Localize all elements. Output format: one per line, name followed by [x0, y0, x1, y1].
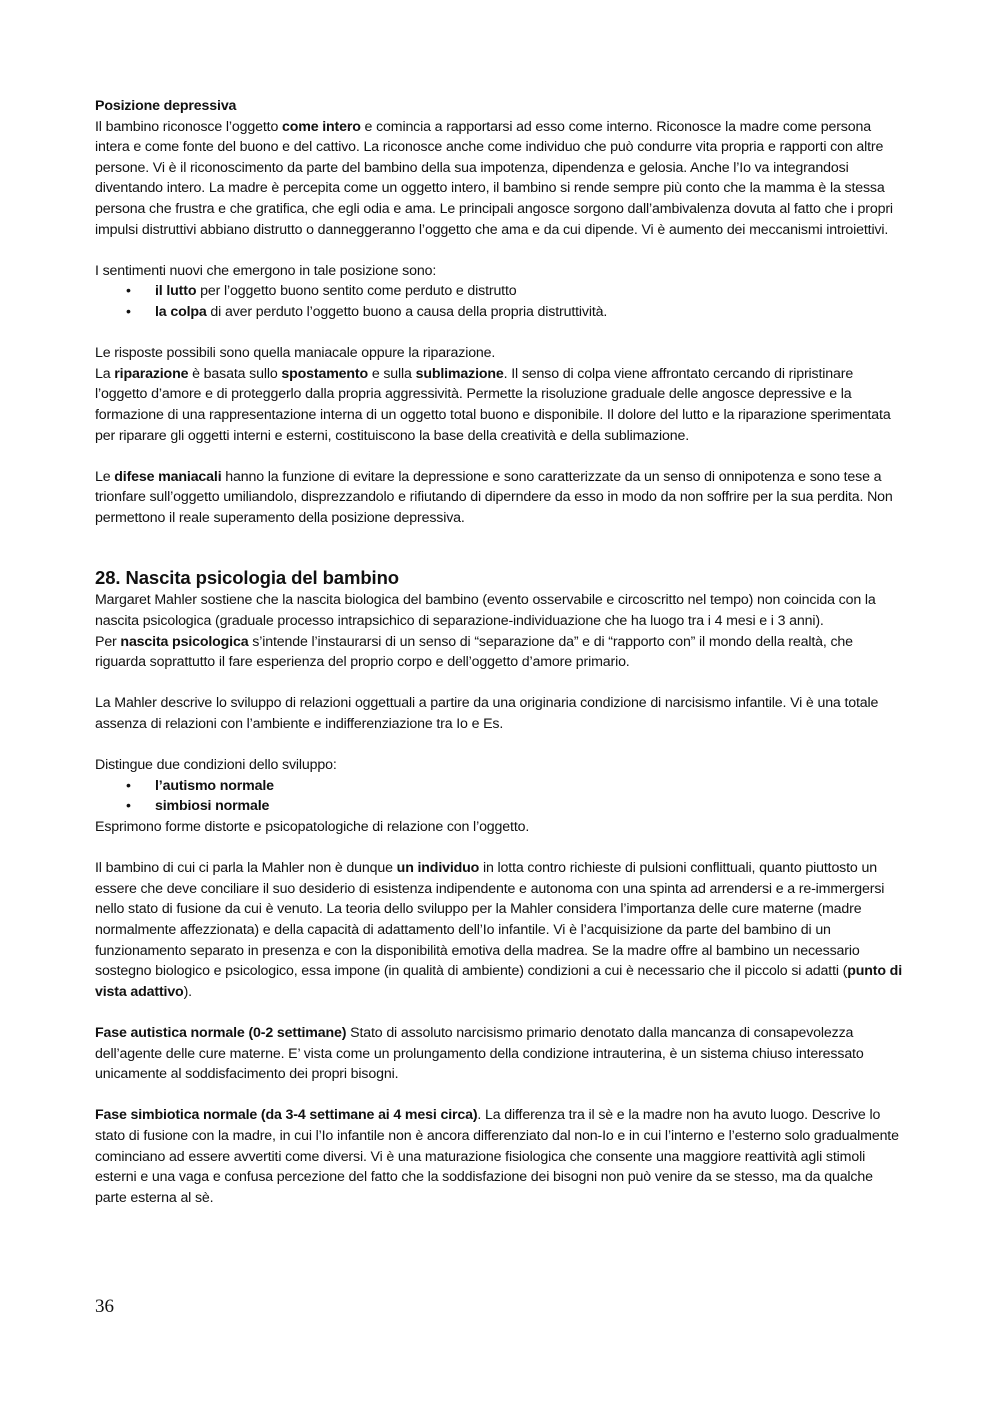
- page-number: 36: [95, 1296, 114, 1317]
- text-run: Il bambino riconosce l’oggetto: [95, 118, 282, 135]
- paragraph: [95, 343, 905, 364]
- bold-text: il lutto: [155, 283, 197, 300]
- section-title: Posizione depressiva: [95, 98, 237, 114]
- bullet-icon: •: [126, 303, 131, 320]
- list-item: [95, 796, 905, 817]
- bold-text: un individuo: [396, 860, 480, 877]
- paragraph: [95, 364, 905, 446]
- bold-text: simbiosi normale: [155, 798, 270, 815]
- paragraph: [95, 1023, 905, 1085]
- text-run: ).: [183, 983, 192, 1000]
- paragraph: [95, 467, 905, 529]
- paragraph: [95, 117, 905, 241]
- bold-text: come intero: [282, 118, 361, 135]
- paragraph: [95, 261, 905, 282]
- section-heading: 28. Nascita psicologia del bambino: [95, 567, 399, 589]
- text-run: Per: [95, 633, 121, 650]
- paragraph: [95, 693, 905, 734]
- text-run: Le: [95, 468, 115, 485]
- bullet-icon: •: [126, 798, 131, 815]
- text-run: è basata sullo: [188, 365, 282, 382]
- text-run: Margaret Mahler sostiene che la nascita biologica del bambino (evento osservabile e circoscritto nel tempo) non coincida con la nascita psicologica (graduale processo intrapsichico di separazione-individuazione che ha luogo tra i 4 mesi e i 3 anni).: [95, 592, 876, 630]
- bold-text: difese maniacali: [114, 468, 222, 485]
- text-run: Distingue due condizioni dello sviluppo:: [95, 757, 337, 774]
- list-item: [95, 281, 905, 302]
- paragraph: [95, 858, 905, 1002]
- text-run: La: [95, 365, 115, 382]
- text-run: e comincia a rapportarsi ad esso come interno. Riconosce la madre come persona intera e come fonte del buono e del cattivo. La riconosce anche come individuo che può condurre vita propria e rapporti con altre persone. Vi è il riconoscimento da parte del bambino della sua impotenza, dipendenza e gelosia. Anche l’Io va integrandosi diventando intero. La madre è percepita come un oggetto intero, il bambino si rende sempre più conto che la mamma è la stessa persona che frustra e che gratifica, che egli odia e ama. Le principali angosce sorgono dall’ambivalenza dovuta al fatto che i propri impulsi distruttivi abbiano distrutto o danneggeranno l’oggetto che ama e da cui dipende. Vi è aumento dei meccanismi introiettivi.: [95, 118, 893, 238]
- bullet-list: [95, 281, 905, 322]
- bold-text: l’autismo normale: [155, 777, 274, 794]
- paragraph: [95, 1105, 905, 1208]
- text-run: Stato di assoluto narcisismo primario denotato dalla mancanza di consapevolezza dell’agente delle cure materne. E’ vista come un prolungamento della condizione intrauterina, è un sistema chiuso interessato unicamente al soddisfacimento dei propri bisogni.: [95, 1024, 864, 1083]
- text-run: per l’oggetto buono sentito come perduto e distrutto: [196, 283, 517, 300]
- bold-text: riparazione: [114, 365, 189, 382]
- text-run: s’intende l’instaurarsi di un senso di “separazione da” e di “rapporto con” il mondo della realtà, che riguarda soprattutto il fare esperienza del proprio corpo e dell’oggetto d’amore primario.: [95, 633, 853, 671]
- paragraph: [95, 632, 905, 673]
- bold-text: spostamento: [281, 365, 369, 382]
- text-run: Le risposte possibili sono quella maniacale oppure la riparazione.: [95, 345, 496, 362]
- text-run: I sentimenti nuovi che emergono in tale posizione sono:: [95, 262, 437, 279]
- paragraph: [95, 817, 905, 838]
- text-run: di aver perduto l’oggetto buono a causa della propria distruttività.: [206, 303, 608, 320]
- bold-text: sublimazione: [415, 365, 504, 382]
- paragraph: [95, 590, 905, 631]
- text-run: hanno la funzione di evitare la depressione e sono caratterizzate da un senso di onnipotenza e sono tese a trionfare sull’oggetto umiliandolo, disprezzandolo e rifiutando di diperndere da esso in modo da non soffrire per la sua perdita. Non permettono il reale superamento della posizione depressiva.: [95, 468, 893, 526]
- page-content: [95, 96, 905, 1208]
- bold-text: la colpa: [155, 303, 207, 320]
- text-run: Il bambino di cui ci parla la Mahler non è dunque: [95, 860, 397, 877]
- list-item: [95, 302, 905, 323]
- bullet-icon: •: [126, 283, 131, 300]
- text-run: . La differenza tra il sè e la madre non ha avuto luogo. Descrive lo stato di fusione con la madre, in cui l’Io infantile non è ancora differenziato dal non-Io e in cui l’interno e l’esterno solo gradualmente cominciano ad essere avvertiti come diversi. Vi è una maturazione fisiologica che consente una maggiore reattività agli stimoli esterni e una vaga e confusa percezione del fatto che la soddisfazione dei bisogni non può venire da se stesso, ma da qualche parte esterna al sè.: [95, 1107, 899, 1206]
- bullet-icon: •: [126, 777, 131, 794]
- paragraph: [95, 755, 905, 776]
- bold-text: Fase simbiotica normale (da 3-4 settimane ai 4 mesi circa): [95, 1107, 478, 1124]
- text-run: in lotta contro richieste di pulsioni conflittuali, quanto piuttosto un essere che deve conciliare il suo desiderio di esistenza indipendente e autonoma con una spinta ad arrendersi e a re-immergersi nello stato di fusione da cui è venuto. La teoria dello sviluppo per la Mahler considera l’importanza delle cure materne (madre normalmente affezzionata) e della capacità di adattamento dell’Io infantile. Vi è l’acquisizione da parte del bambino di un funzionamento separato in presenza e con la disponibilità emotiva della madrea. Se la madre offre al bambino un necessario sostegno biologico e psicologico, essa impone (in qualità di ambiente) condizioni a cui è necessario che il piccolo si adatti (: [95, 860, 885, 980]
- bold-text: nascita psicologica: [120, 633, 249, 650]
- bold-text: punto di vista adattivo: [95, 963, 902, 1000]
- text-run: Esprimono forme distorte e psicopatologiche di relazione con l’oggetto.: [95, 819, 530, 835]
- bullet-list: [95, 776, 905, 817]
- text-run: e sulla: [368, 365, 416, 382]
- bold-text: Fase autistica normale (0-2 settimane): [95, 1024, 347, 1041]
- text-run: La Mahler descrive lo sviluppo di relazioni oggettuali a partire da una originaria condizione di narcisismo infantile. Vi è una totale assenza di relazioni con l’ambiente e indifferenziazione tra Io e Es.: [95, 695, 879, 733]
- text-run: . Il senso di colpa viene affrontato cercando di ripristinare l’oggetto d’amore e di proteggerlo dalla propria aggressività. Permette la risoluzione graduale delle angosce depressive e la formazione di una rappresentazione interna di un oggetto total buono e disponibile. Il dolore del lutto e la riparazione sperimentata per riparare gli oggetti interni e esterni, costituiscono la base della creatività e della sublimazione.: [95, 365, 891, 444]
- list-item: [95, 776, 905, 797]
